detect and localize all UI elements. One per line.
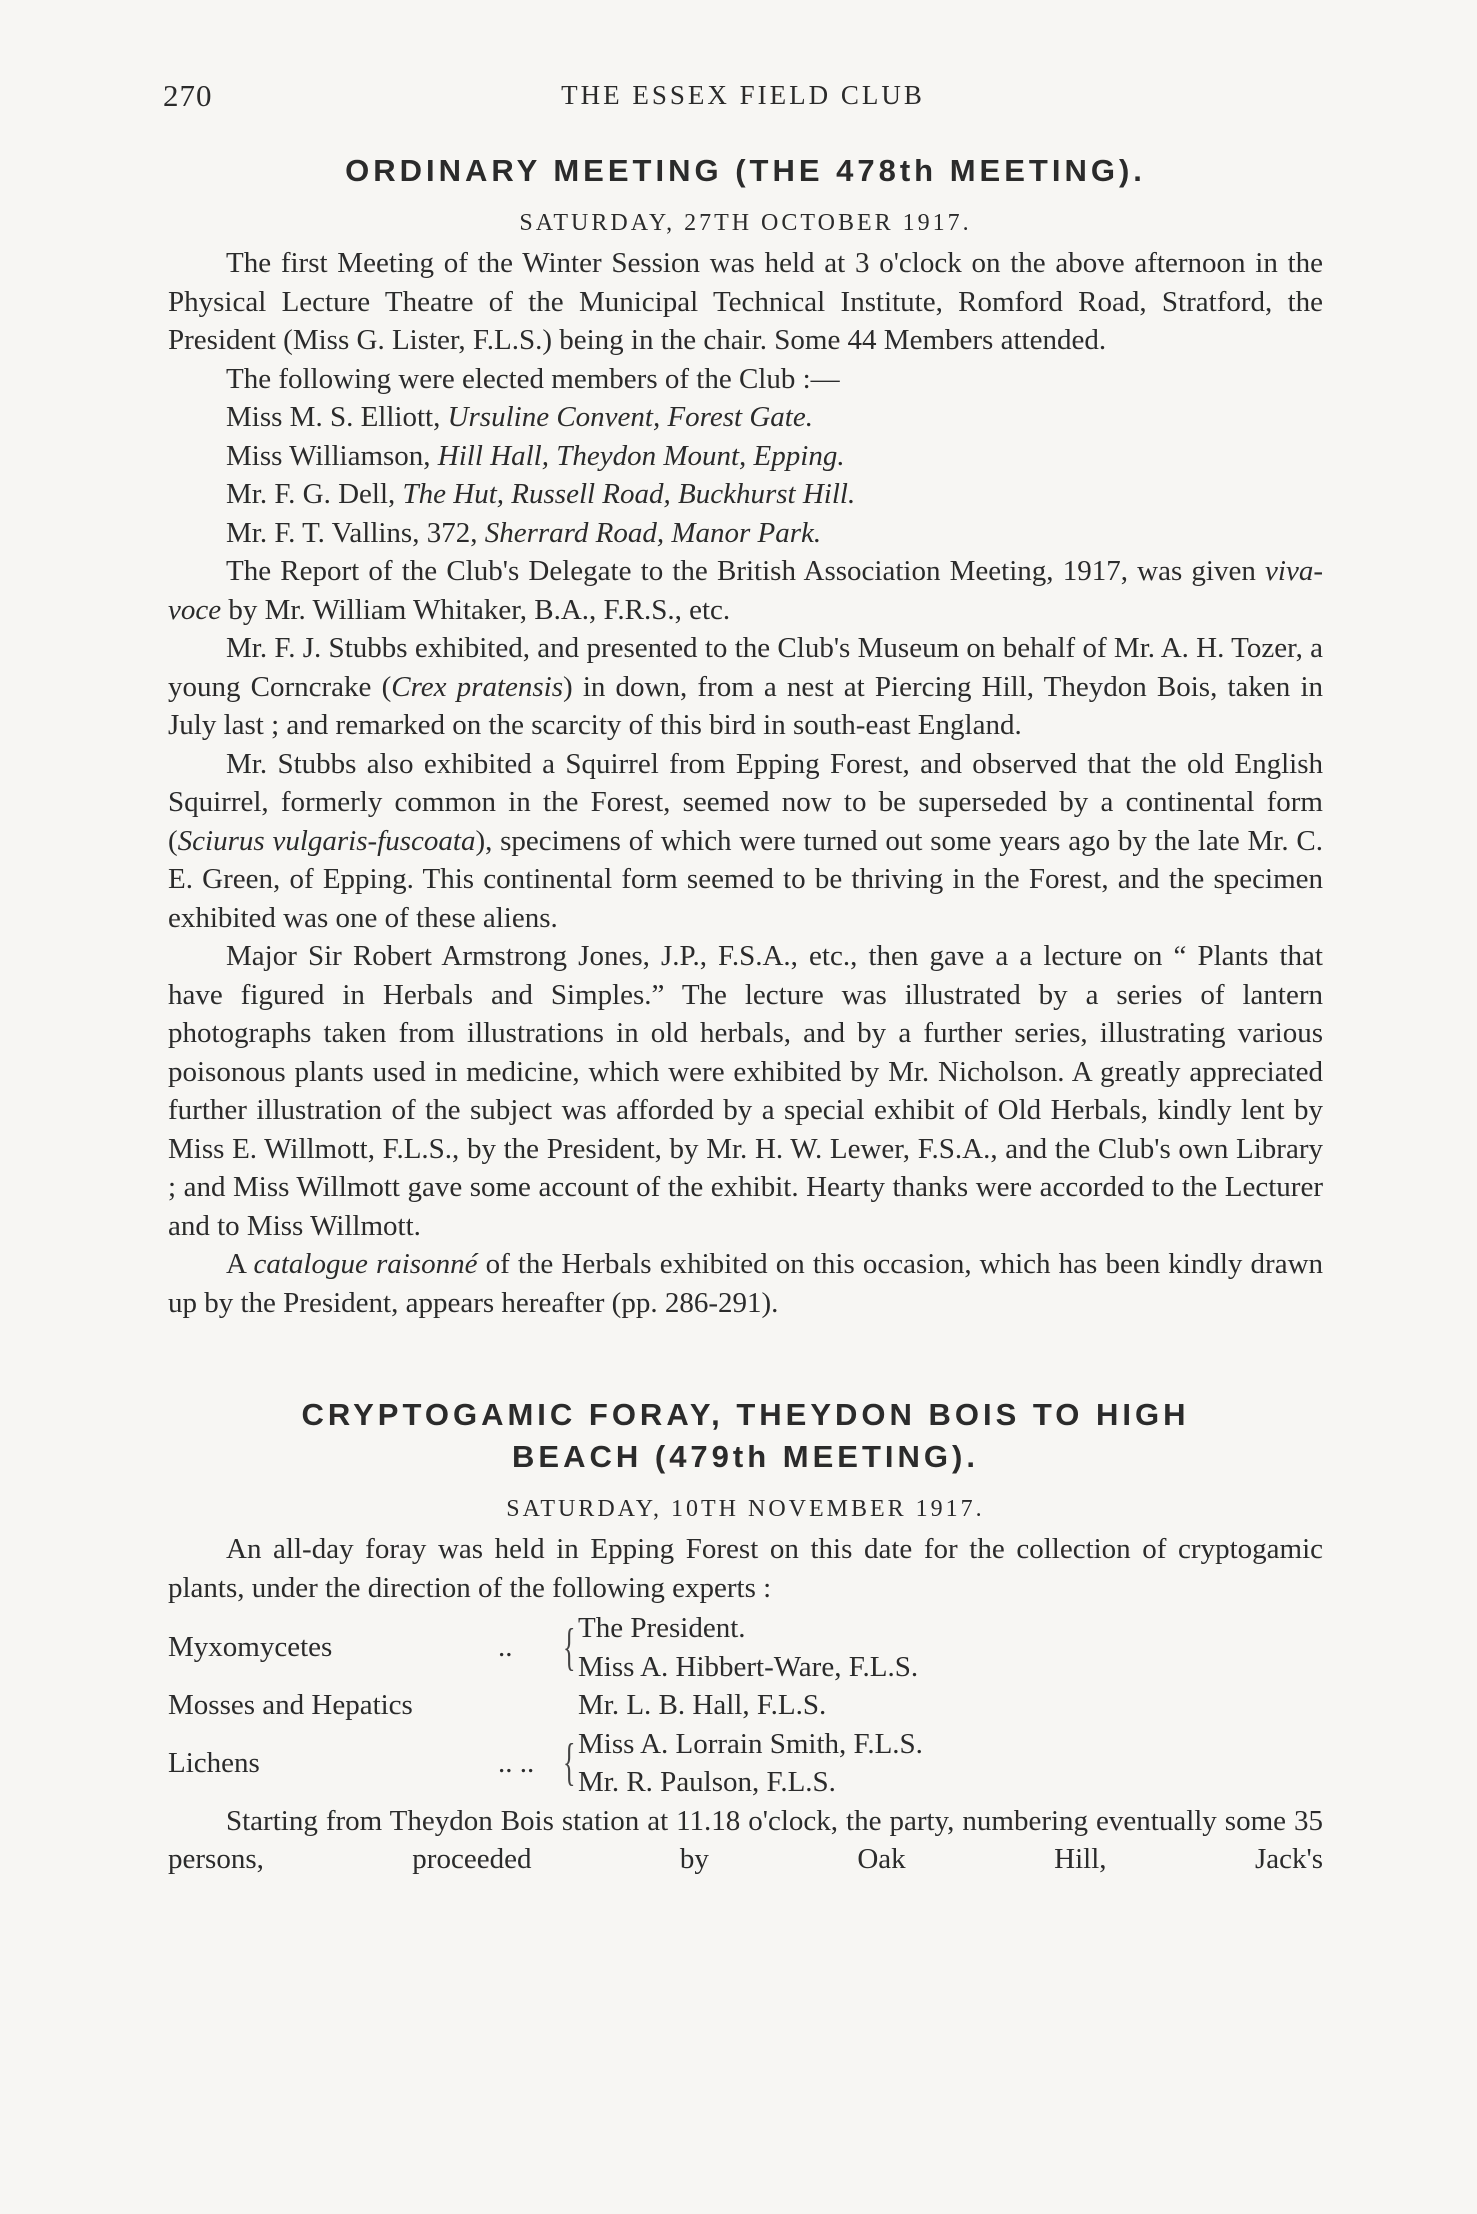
section-date: SATURDAY, 27TH OCTOBER 1917. <box>519 210 972 236</box>
member-entry <box>226 514 1323 553</box>
expert-category: Myxomycetes <box>168 1631 333 1664</box>
expert-row <box>168 1686 1323 1725</box>
experts-list <box>168 1609 1323 1802</box>
paragraph-delegate-report <box>168 552 1323 629</box>
expert-name: Mr. L. B. Hall, F.L.S. <box>578 1689 827 1721</box>
expert-name: Miss A. Lorrain Smith, F.L.S. <box>578 1727 923 1760</box>
section-date: SATURDAY, 10TH NOVEMBER 1917. <box>506 1496 985 1522</box>
member-name: Miss M. S. Elliott, <box>226 401 441 433</box>
expert-name: Miss A. Hibbert-Ware, F.L.S. <box>578 1650 919 1683</box>
paragraph-squirrel <box>168 745 1323 938</box>
leader-dots: .. <box>498 1631 513 1664</box>
member-name: Mr. F. G. Dell, <box>226 478 396 510</box>
expert-names <box>578 1609 1323 1686</box>
italic-run: catalogue raisonné <box>253 1248 478 1280</box>
member-name: Mr. F. T. Vallins, 372, <box>226 516 478 549</box>
page-content <box>168 150 1323 1879</box>
expert-names <box>578 1725 1323 1802</box>
paragraph-catalogue <box>168 1245 1323 1322</box>
italic-run: viva-voce <box>168 555 1323 626</box>
paragraph-foray-intro: An all-day foray was held in Epping Forest on this date for the collection of cryptogamic plants, under the direction of the following experts : <box>168 1533 1323 1604</box>
section-heading-foray-line2: BEACH (479th MEETING). <box>512 1439 979 1474</box>
paragraph-corncrake <box>168 629 1323 745</box>
expert-category: Mosses and Hepatics <box>168 1689 413 1721</box>
text-run: A <box>226 1248 254 1280</box>
running-head <box>163 78 1323 118</box>
text-run: ) in down, from a nest at Piercing Hill, Theydon Bois, taken in July last ; and remarked on the scarcity of this bird in south-east England. <box>168 670 1323 741</box>
expert-name: Mr. R. Paulson, F.L.S. <box>578 1766 836 1798</box>
expert-names <box>578 1686 1323 1725</box>
member-address: Ursuline Convent, Forest Gate. <box>447 401 813 433</box>
running-title: THE ESSEX FIELD CLUB <box>561 80 925 110</box>
expert-name: The President. <box>578 1612 746 1644</box>
text-run: by Mr. William Whitaker, B.A., F.R.S., etc. <box>221 593 731 626</box>
section-heading-ordinary-meeting: ORDINARY MEETING (THE 478th MEETING). <box>345 153 1146 188</box>
member-address: Hill Hall, Theydon Mount, Epping. <box>437 439 845 472</box>
section-divider-space <box>168 1322 1323 1394</box>
paragraph-intro: The first Meeting of the Winter Session was held at 3 o'clock on the above afternoon in the Physical Lecture Theatre of the Municipal Technical Institute, Romford Road, Stratford, the President (Miss G. Lister, F.L.S.) being in the chair. Some 44 Members attended. <box>168 247 1323 356</box>
member-entry <box>226 437 1323 476</box>
text-run: of the Herbals exhibited on this occasion, which has been kindly drawn up by the President, appears hereafter (pp. 286-291). <box>168 1248 1324 1319</box>
page-number: 270 <box>163 78 213 113</box>
paragraph-lecture: Major Sir Robert Armstrong Jones, J.P., F.S.A., etc., then gave a a lecture on “ Plants that have figured in Herbals and Simples.” The lecture was illustrated by a series of lantern photographs taken from illustrations in old herbals, and by a further series, illustrating various poisonous plants used in medicine, which were exhibited by Mr. Nicholson. A greatly appreciated further illustration of the subject was afforded by a special exhibit of Old Herbals, kindly lent by Miss E. Willmott, F.L.S., by the President, by Mr. H. W. Lewer, F.S.A., and the Club's own Library ; and Miss Willmott gave some account of the exhibit. Hearty thanks were accorded to the Lecturer and to Miss Willmott. <box>168 940 1323 1242</box>
expert-row <box>168 1725 1323 1802</box>
italic-run: Sciurus vulgaris-fuscoata <box>177 824 476 857</box>
text-run: Mr. F. J. Stubbs exhibited, and presented to the Club's Museum on behalf of Mr. A. H. Tozer, a young Corncrake ( <box>168 632 1323 703</box>
leader-dots: .. .. <box>498 1746 535 1779</box>
section-heading-foray-line1: CRYPTOGAMIC FORAY, THEYDON BOIS TO HIGH <box>301 1397 1190 1432</box>
italic-run: Crex pratensis <box>391 670 564 703</box>
text-run: The Report of the Club's Delegate to the British Association Meeting, 1917, was given <box>226 555 1266 587</box>
expert-row <box>168 1609 1323 1686</box>
member-address: Sherrard Road, Manor Park. <box>484 516 822 549</box>
brace-icon: { <box>563 1618 576 1676</box>
paragraph-elected-intro: The following were elected members of the Club :— <box>226 362 840 395</box>
member-name: Miss Williamson, <box>226 439 431 472</box>
text-run: Mr. Stubbs also exhibited a Squirrel from Epping Forest, and observed that the old English Squirrel, formerly common in the Forest, seemed now to be superseded by a continental form ( <box>168 747 1323 857</box>
member-address: The Hut, Russell Road, Buckhurst Hill. <box>402 478 856 510</box>
paragraph-foray-start: Starting from Theydon Bois station at 11.18 o'clock, the party, numbering eventually some 35 persons, proceeded by Oak Hill, Jack's <box>168 1804 1323 1875</box>
brace-icon: { <box>563 1734 576 1791</box>
text-run: ), specimens of which were turned out some years ago by the late Mr. C. E. Green, of Epping. This continental form seemed to be thriving in the Forest, and the specimen exhibited was one of these aliens. <box>168 824 1323 934</box>
member-entry <box>226 475 1323 514</box>
member-entry <box>226 398 1323 437</box>
expert-category: Lichens <box>168 1746 260 1779</box>
